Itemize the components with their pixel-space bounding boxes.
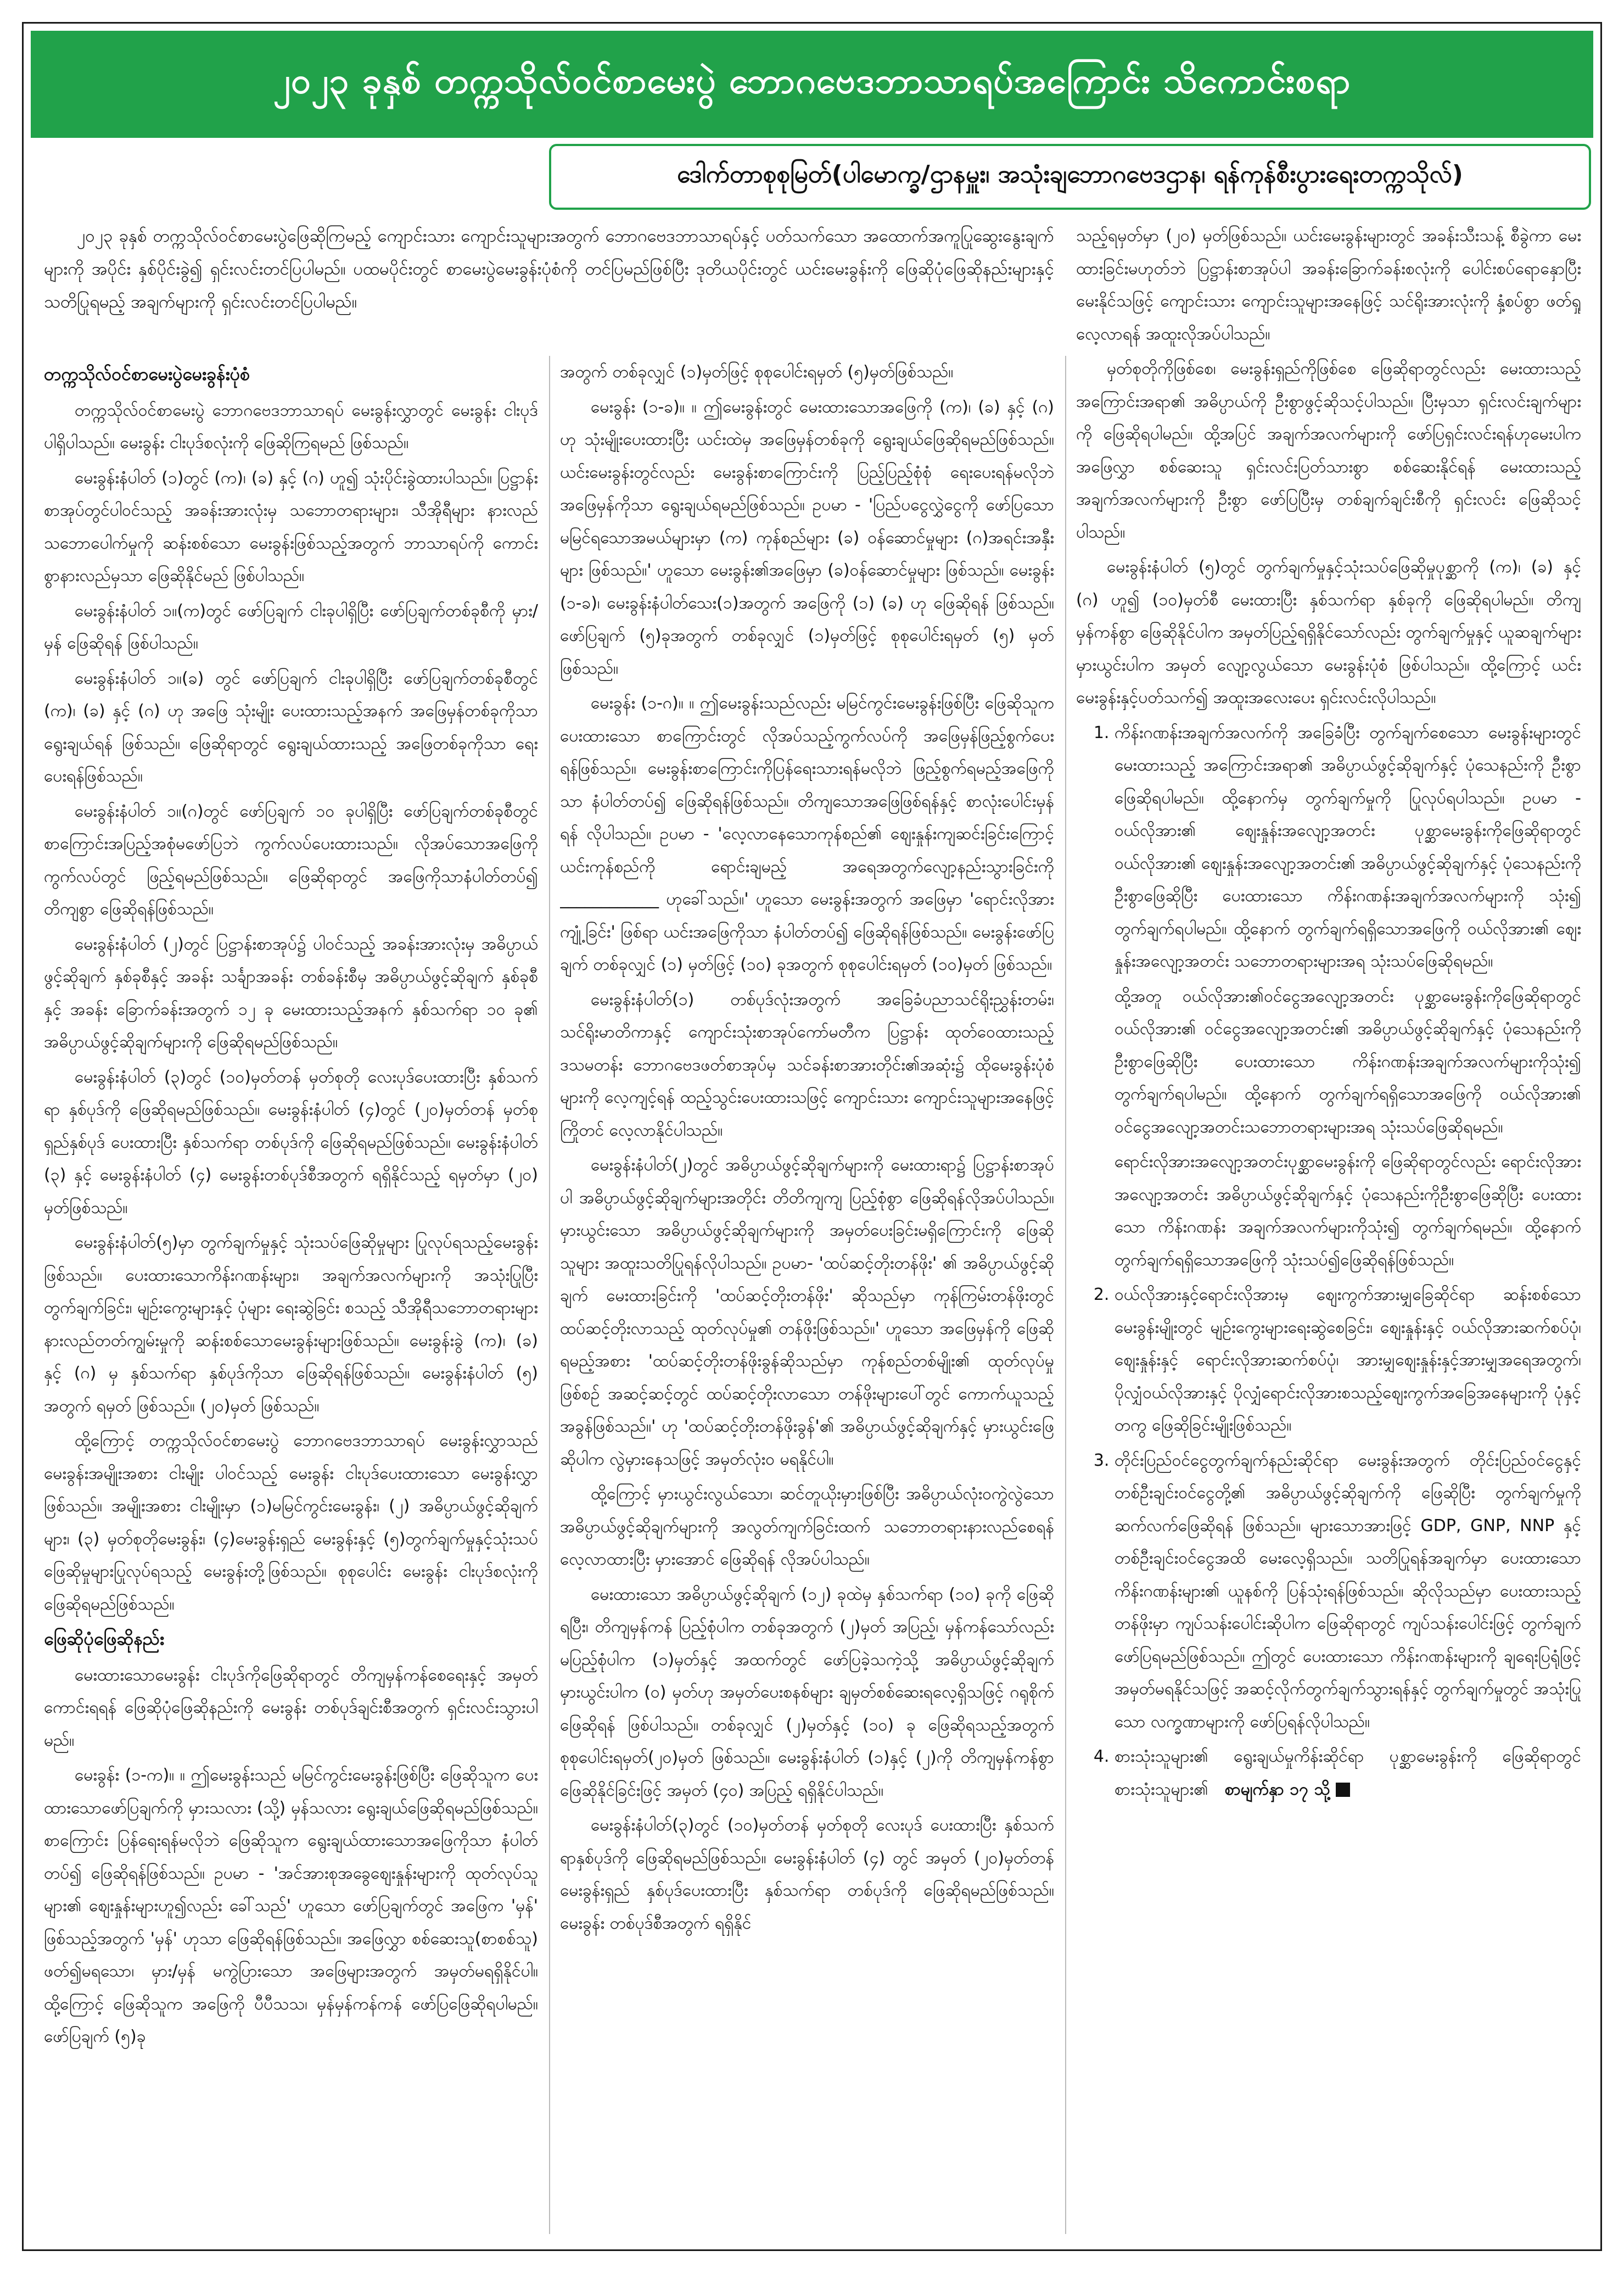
article-column-2 (560, 356, 1054, 2234)
continued-on-page: စာမျက်နှာ ၁၇ သို့ (1224, 1779, 1330, 1799)
list-item (1115, 1278, 1581, 1442)
author-byline (549, 144, 1591, 210)
section-heading: ဖြေဆိုပုံဖြေဆိုနည်း (44, 1628, 165, 1649)
paragraph: တက္ကသိုလ်ဝင်စာမေးပွဲ ဘောဂဗေဒဘာသာရပ် မေးခွန်းလွှာတွင် မေးခွန်း ငါးပုဒ် ပါရှိပါသည်။ မေးခွန်း ငါးပုဒ်စလုံးကို ဖြေဆိုကြရမည် ဖြစ်သည်။ (44, 400, 538, 453)
paragraph: မေးခွန်း (၁-ဂ)။ ။ ဤမေးခွန်းသည်လည်း မမြင်ကွင်းမေးခွန်းဖြစ်ပြီး ဖြေဆိုသူက ပေးထားသော စာကြောင်းတွင် လိုအပ်သည့်ကွက်လပ်ကို အဖြေမှန်ဖြည့်စွက်ပေးရန်ဖြစ်သည်။ မေးခွန်းစာကြောင်းကိုပြန်ရေးသားရန်မလိုဘဲ ဖြည့်စွက်ရမည့်အဖြေကိုသာ နံပါတ်တပ်၍ ဖြေဆိုရန်ဖြစ်သည်။ တိကျသောအဖြေဖြစ်ရန်နှင့် စာလုံးပေါင်းမှန်ရန် လိုပါသည်။ ဥပမာ - 'လေ့လာနေသောကုန်စည်၏ စျေးနှုန်းကျဆင်းခြင်းကြောင့် ယင်းကုန်စည်ကို ရောင်းချမည့် အရေအတွက်လျော့နည်းသွားခြင်းကို ____________ ဟုခေါ်သည်။' ဟူသော မေးခွန်းအတွက် အဖြေမှာ 'ရောင်းလိုအားကျုံ့ခြင်း' ဖြစ်ရာ ယင်းအဖြေကိုသာ နံပါတ်တပ်၍ ဖြေဆိုရန်ဖြစ်သည်။ မေးခွန်းဖော်ပြချက် တစ်ခုလျှင် (၁) မှတ်ဖြင့် (၁၀) ခုအတွက် စုစုပေါင်းရမှတ် (၁၀)မှတ် ဖြစ်သည်။ (560, 694, 1054, 974)
paragraph: မေးထားသောမေးခွန်း ငါးပုဒ်ကိုဖြေဆိုရာတွင် တိကျမှန်ကန်စေရေးနှင့် အမှတ်ကောင်းရရန် ဖြေဆိုပုံဖြေဆိုနည်းကို မေးခွန်း တစ်ပုဒ်ချင်းစီအတွက် ရှင်းလင်းသွားပါမည်။ (44, 1665, 538, 1750)
paragraph: ရောင်းလိုအားအလျော့အတင်းပုစ္ဆာမေးခွန်းကို ဖြေဆိုရာတွင်လည်း ရောင်းလိုအား အလျော့အတင်း အဓိပ္ပာယ်ဖွင့်ဆိုချက်နှင့် ပုံသေနည်းကိုဦးစွာဖြေဆိုပြီး ပေးထားသော ကိန်းဂဏန်း အချက်အလက်များကိုသုံး၍ တွက်ချက်ရမည်။ ထို့နောက် တွက်ချက်ရရှိသောအဖြေကို သုံးသပ်၍ဖြေဆိုရန်ဖြစ်သည်။ (1115, 1152, 1581, 1270)
paragraph: ထို့အတူ ဝယ်လိုအား၏ဝင်ငွေအလျော့အတင်း ပုစ္ဆာမေးခွန်းကိုဖြေဆိုရာတွင် ဝယ်လိုအား၏ ဝင်ငွေအလျော့အတင်း၏ အဓိပ္ပာယ်ဖွင့်ဆိုချက်နှင့် ပုံသေနည်းကို ဦးစွာဖြေဆိုပြီး ပေးထားသော ကိန်းဂဏန်းအချက်အလက်များကိုသုံး၍ တွက်ချက်ရပါမည်။ ထို့နောက် တွက်ချက်ရရှိသောအဖြေကို ဝယ်လိုအား၏ ဝင်ငွေအလျော့အတင်းသဘောတရားများအရ သုံးသပ်ဖြေဆိုရမည်။ (1115, 986, 1581, 1137)
paragraph: မေးခွန်းနံပါတ်(၅)မှာ တွက်ချက်မှုနှင့် သုံးသပ်ဖြေဆိုမှုများ ပြုလုပ်ရသည့်မေးခွန်းဖြစ်သည်။ ပေးထားသောကိန်းဂဏန်းများ၊ အချက်အလက်များကို အသုံးပြုပြီး တွက်ချက်ခြင်း၊ မျဉ်းကွေးများနှင့် ပုံများ ရေးဆွဲခြင်း စသည့် သီအိုရီသဘောတရားများ နားလည်တတ်ကျွမ်းမှုကို ဆန်းစစ်သောမေးခွန်းများဖြစ်သည်။ မေးခွန်းခွဲ (က)၊ (ခ) နှင့် (ဂ) မှ နှစ်သက်ရာ နှစ်ပုဒ်ကိုသာ ဖြေဆိုရန်ဖြစ်သည်။ မေးခွန်းနံပါတ် (၅) အတွက် ရမှတ် ဖြစ်သည်။ (၂၀)မှတ် ဖြစ်သည်။ (44, 1233, 538, 1416)
paragraph: 1. ကိန်းဂဏန်းအချက်အလက်ကို အခြေခံပြီး တွက်ချက်စေသော မေးခွန်းများတွင် မေးထားသည့် အကြောင်းအရာ၏ အဓိပ္ပာယ်ဖွင့်ဆိုချက်နှင့် ပုံသေနည်းကို ဦးစွာဖြေဆိုရပါမည်။ ထို့နောက်မှ တွက်ချက်မှုကို ပြုလုပ်ရပါသည်။ ဥပမာ - ဝယ်လိုအား၏ စျေးနှုန်းအလျော့အတင်း ပုစ္ဆာမေးခွန်းကိုဖြေဆိုရာတွင် ဝယ်လိုအား၏ စျေးနှုန်းအလျော့အတင်း၏ အဓိပ္ပာယ်ဖွင့်ဆိုချက်နှင့် ပုံသေနည်းကို ဦးစွာဖြေဆိုပြီး ပေးထားသော ကိန်းဂဏန်းအချက်အလက်များကို သုံး၍ တွက်ချက်ရပါမည်။ ထို့နောက် တွက်ချက်ရရှိသောအဖြေကို ဝယ်လိုအား၏ စျေးနှုန်းအလျော့အတင်း သဘောတရားများအရ သုံးသပ်ဖြေဆိုရမည်။ (1115, 723, 1581, 971)
paragraph: မေးခွန်းနံပါတ် (၂)တွင် ပြဋ္ဌာန်းစာအုပ်၌ ပါဝင်သည့် အခန်းအားလုံးမှ အဓိပ္ပာယ်ဖွင့်ဆိုချက် နှစ်ခုစီနှင့် အခန်း သင်္ချာအခန်း တစ်ခန်းစီမှ အဓိပ္ပာယ်ဖွင့်ဆိုချက် နှစ်ခုစီနှင့် အခန်း ခြောက်ခန်းအတွက် ၁၂ ခု မေးထားသည့်အနက် နှစ်သက်ရာ ၁၀ ခု၏ အဓိပ္ပာယ်ဖွင့်ဆိုချက်များကို ဖြေဆိုရမည်ဖြစ်သည်။ (44, 934, 538, 1052)
numbered-list (1076, 717, 1581, 1806)
column-divider (1065, 356, 1066, 2234)
paragraph: မေးထားသော အဓိပ္ပာယ်ဖွင့်ဆိုချက် (၁၂) ခုထဲမှ နှစ်သက်ရာ (၁၀) ခုကို ဖြေဆိုရပြီး၊ တိကျမှန်ကန် ပြည့်စုံပါက တစ်ခုအတွက် (၂)မှတ် အပြည့်၊ မှန်ကန်သော်လည်း မပြည့်စုံပါက (၁)မှတ်နှင့် အထက်တွင် ဖော်ပြခဲ့သကဲ့သို့ အဓိပ္ပာယ်ဖွင့်ဆိုချက် မှားယွင်းပါက (၀) မှတ်ဟု အမှတ်ပေးစနစ်များ ချမှတ်စစ်ဆေးရလေ့ရှိသဖြင့် ဂရုစိုက်ဖြေဆိုရန် ဖြစ်ပါသည်။ တစ်ခုလျှင် (၂)မှတ်နှင့် (၁၀) ခု ဖြေဆိုရသည့်အတွက် စုစုပေါင်းရမှတ်(၂၀)မှတ် ဖြစ်သည်။ မေးခွန်းနံပါတ် (၁)နှင့် (၂)ကို တိကျမှန်ကန်စွာ ဖြေဆိုနိုင်ခြင်းဖြင့် အမှတ် (၄၀) အပြည့် ရရှိနိုင်ပါသည်။ (560, 1584, 1054, 1800)
paragraph: 2. ဝယ်လိုအားနှင့်ရောင်းလိုအားမှ စျေးကွက်အားမျှခြေဆိုင်ရာ ဆန်းစစ်သော မေးခွန်းမျိုးတွင် မျဉ်းကွေးများရေးဆွဲစေခြင်း၊ စျေးနှုန်းနှင့် ဝယ်လိုအားဆက်စပ်ပုံ၊ စျေးနှုန်းနှင့် ရောင်းလိုအားဆက်စပ်ပုံ၊ အားမျှစျေးနှုန်းနှင့်အားမျှအရေအတွက်၊ ပိုလျှံဝယ်လိုအားနှင့် ပိုလျှံရောင်းလိုအားစသည့်စျေးကွက်အခြေအနေများကို ပုံနှင့်တကွ ဖြေဆိုခြင်းမျိုးဖြစ်သည်။ (1115, 1285, 1581, 1435)
paragraph-text: စားသုံးသူများ၏ ရွေးချယ်မှုကိန်းဆိုင်ရာ ပုစ္ဆာမေးခွန်းကို ဖြေဆိုရာတွင် စားသုံးသူများ၏ (1115, 1747, 1581, 1799)
paragraph: မေးခွန်းနံပါတ်(၂)တွင် အဓိပ္ပာယ်ဖွင့်ဆိုချက်များကို မေးထားရာ၌ ပြဋ္ဌာန်းစာအုပ်ပါ အဓိပ္ပာယ်ဖွင့်ဆိုချက်များအတိုင်း တိတိကျကျ ပြည့်စုံစွာ ဖြေဆိုရန်လိုအပ်ပါသည်။ မှားယွင်းသော အဓိပ္ပာယ်ဖွင့်ဆိုချက်များကို အမှတ်ပေးခြင်းမရှိကြောင်းကို ဖြေဆိုသူများ အထူးသတိပြုရန်လိုပါသည်။ ဥပမာ- 'ထပ်ဆင့်တိုးတန်ဖိုး' ၏ အဓိပ္ပာယ်ဖွင့်ဆိုချက် မေးထားခြင်းကို 'ထပ်ဆင့်တိုးတန်ဖိုး' ဆိုသည်မှာ ကုန်ကြမ်းတန်ဖိုးတွင် ထပ်ဆင့်တိုးလာသည့် ထုတ်လုပ်မှု၏ တန်ဖိုးဖြစ်သည်။' ဟူသော အဖြေမှန်ကို ဖြေဆိုရမည့်အစား 'ထပ်ဆင့်တိုးတန်ဖိုးခွန်ဆိုသည်မှာ ကုန်စည်တစ်မျိုး၏ ထုတ်လုပ်မှုဖြစ်စဉ် အဆင့်ဆင့်တွင် ထပ်ဆင့်တိုးလာသော တန်ဖိုးများပေါ်တွင် ကောက်ယူသည့် အခွန်ဖြစ်သည်။' ဟု 'ထပ်ဆင့်တိုးတန်ဖိုးခွန်'၏ အဓိပ္ပာယ်ဖွင့်ဆိုချက်နှင့် မှားယွင်းဖြေဆိုပါက လွဲမှားနေသဖြင့် အမှတ်လုံးဝ မရနိုင်ပါ။ (560, 1155, 1054, 1469)
section-heading: တက္ကသိုလ်ဝင်စာမေးပွဲမေးခွန်းပုံစံ (44, 364, 250, 384)
paragraph: မေးခွန်း (၁-ခ)။ ။ ဤမေးခွန်းတွင် မေးထားသောအဖြေကို (က)၊ (ခ) နှင့် (ဂ) ဟု သုံးမျိုးပေးထားပြီး ယင်းထဲမှ အဖြေမှန်တစ်ခုကို ရွေးချယ်ဖြေဆိုရမည်ဖြစ်သည်။ ယင်းမေးခွန်းတွင်လည်း မေးခွန်းစာကြောင်းကို ပြည့်ပြည့်စုံစုံ ရေးပေးရန်မလိုဘဲ အဖြေမှန်ကိုသာ ရွေးချယ်ရမည်ဖြစ်သည်။ ဥပမာ - 'ပြည်ပငွေလွှဲငွေကို ဖော်ပြသော မမြင်ရသောအမယ်များမှာ (က) ကုန်စည်များ (ခ) ဝန်ဆောင်မှုများ (ဂ)အရင်းအနှီးများ ဖြစ်သည်။' ဟူသော မေးခွန်း၏အဖြေမှာ (ခ)ဝန်ဆောင်မှုများ ဖြစ်သည်။ မေးခွန်း (၁-ခ)၊ မေးခွန်းနံပါတ်သေး(၁)အတွက် အဖြေကို (၁) (ခ) ဟု ဖြေဆိုရန် ဖြစ်သည်။ ဖော်ပြချက် (၅)ခုအတွက် တစ်ခုလျှင် (၁)မှတ်ဖြင့် စုစုပေါင်းရမှတ် (၅) မှတ် ဖြစ်သည်။ (560, 397, 1054, 678)
paragraph (1115, 1740, 1581, 1806)
headline-banner (31, 31, 1593, 138)
paragraph: မေးခွန်းနံပါတ် ၁။(ခ) တွင် ဖော်ပြချက် ငါးခုပါရှိပြီး ဖော်ပြချက်တစ်ခုစီတွင် (က)၊ (ခ) နှင့် (ဂ) ဟု အဖြေ သုံးမျိုး ပေးထားသည့်အနက် အဖြေမှန်တစ်ခုကိုသာ ရွေးချယ်ရန် ဖြစ်သည်။ ဖြေဆိုရာတွင် ရွေးချယ်ထားသည့် အဖြေတစ်ခုကိုသာ ရေးပေးရန်ဖြစ်သည်။ (44, 668, 538, 786)
paragraph: ထို့ကြောင့် မှားယွင်းလွယ်သော၊ ဆင်တူယိုးမှားဖြစ်ပြီး အဓိပ္ပာယ်လုံးဝကွဲလွဲသော အဓိပ္ပာယ်ဖွင့်ဆိုချက်များကို အလွတ်ကျက်ခြင်းထက် သဘောတရားနားလည်စေရန် လေ့လာထားပြီး မှားအောင် ဖြေဆိုရန် လိုအပ်ပါသည်။ (560, 1484, 1054, 1569)
paragraph: မေးခွန်း (၁-က)။ ။ ဤမေးခွန်းသည် မမြင်ကွင်းမေးခွန်းဖြစ်ပြီး ဖြေဆိုသူက ပေးထားသောဖော်ပြချက်ကို မှားသလား (သို့) မှန်သလား ရွေးချယ်ဖြေဆိုရမည်ဖြစ်သည်။ စာကြောင်း ပြန်ရေးရန်မလိုဘဲ ဖြေဆိုသူက ရွေးချယ်ထားသောအဖြေကိုသာ နံပါတ်တပ်၍ ဖြေဆိုရန်ဖြစ်သည်။ ဥပမာ - 'အင်အားစုအခွေစျေးနှုန်းများကို ထုတ်လုပ်သူများ၏ စျေးနှုန်းများဟူ၍လည်း ခေါ်သည်' ဟူသော ဖော်ပြချက်တွင် အဖြေက 'မှန်' ဖြစ်သည့်အတွက် 'မှန်' ဟုသာ ဖြေဆိုရန်ဖြစ်သည်။ အဖြေလွှာ စစ်ဆေးသူ(စာစစ်သူ) ဖတ်၍မရသော၊ မှား/မှန် မကွဲပြားသော အဖြေများအတွက် အမှတ်မရရှိနိုင်ပါ။ ထို့ကြောင့် ဖြေဆိုသူက အဖြေကို ပီပီသသ၊ မှန်မှန်ကန်ကန် ဖော်ပြဖြေဆိုရပါမည်။ ဖော်ပြချက် (၅)ခု (44, 1766, 538, 2046)
paragraph: မေးခွန်းနံပါတ် (၁)တွင် (က)၊ (ခ) နှင့် (ဂ) ဟူ၍ သုံးပိုင်းခွဲထားပါသည်။ ပြဋ္ဌာန်းစာအုပ်တွင်ပါဝင်သည့် အခန်းအားလုံးမှ သဘောတရားများ၊ သီအိုရီများ နားလည်သဘောပေါက်မှုကို ဆန်းစစ်သော မေးခွန်းဖြစ်သည့်အတွက် ဘာသာရပ်ကို ကောင်းစွာနားလည်မှသာ ဖြေဆိုနိုင်မည် ဖြစ်ပါသည်။ (44, 468, 538, 585)
list-item (1115, 1740, 1581, 1806)
paragraph: မေးခွန်းနံပါတ်(၁) တစ်ပုဒ်လုံးအတွက် အခြေခံပညာသင်ရိုးညွှန်းတမ်း၊ သင်ရိုးမာတိကာနှင့် ကျောင်းသုံးစာအုပ်ကော်မတီက ပြဋ္ဌာန်း ထုတ်ဝေထားသည့် ဒသမတန်း ဘောဂဗေဒဖတ်စာအုပ်မှ သင်ခန်းစာအားတိုင်း၏အဆုံး၌ ထိုမေးခွန်းပုံစံများကို လေ့ကျင့်ရန် ထည့်သွင်းပေးထားသဖြင့် ကျောင်းသား ကျောင်းသူများအနေဖြင့် ကြိုတင် လေ့လာနိုင်ပါသည်။ (560, 990, 1054, 1140)
headline: ၂၀၂၃ ခုနှစ် တက္ကသိုလ်ဝင်စာမေးပွဲ ဘောဂဗေဒဘာသာရပ်အကြောင်း သိကောင်းစရာ (273, 60, 1351, 102)
paragraph: အတွက် တစ်ခုလျှင် (၁)မှတ်ဖြင့် စုစုပေါင်းရမှတ် (၅)မှတ်ဖြစ်သည်။ (560, 362, 954, 382)
paragraph: မေးခွန်းနံပါတ် (၅)တွင် တွက်ချက်မှုနှင့်သုံးသပ်ဖြေဆိုမှုပုစ္ဆာကို (က)၊ (ခ) နှင့် (ဂ) ဟူ၍ (၁၀)မှတ်စီ မေးထားပြီး နှစ်သက်ရာ နှစ်ခုကို ဖြေဆိုရပါမည်။ တိကျမှန်ကန်စွာ ဖြေဆိုနိုင်ပါက အမှတ်ပြည့်ရရှိနိုင်သော်လည်း တွက်ချက်မှုနှင့် ယူဆချက်များ မှားယွင်းပါက အမှတ် လျော့လွယ်သော မေးခွန်းပုံစံ ဖြစ်ပါသည်။ ထို့ကြောင့် ယင်းမေးခွန်းနှင့်ပတ်သက်၍ အထူးအလေးပေး ရှင်းလင်းလိုပါသည်။ (1076, 557, 1581, 707)
list-item (1115, 717, 1581, 1277)
article-column-1 (44, 356, 538, 2234)
paragraph: မေးခွန်းနံပါတ် ၁။(ဂ)တွင် ဖော်ပြချက် ၁၀ ခုပါရှိပြီး ဖော်ပြချက်တစ်ခုစီတွင် စာကြောင်းအပြည့်အစုံမဖော်ပြဘဲ ကွက်လပ်ပေးထားသည်။ လိုအပ်သောအဖြေကို ကွက်လပ်တွင် ဖြည့်ရမည်ဖြစ်သည်။ ဖြေဆိုရာတွင် အဖြေကိုသာနံပါတ်တပ်၍ တိကျစွာ ဖြေဆိုရန်ဖြစ်သည်။ (44, 801, 538, 919)
paragraph: ထို့ကြောင့် တက္ကသိုလ်ဝင်စာမေးပွဲ ဘောဂဗေဒဘာသာရပ် မေးခွန်းလွှာသည် မေးခွန်းအမျိုးအစား ငါးမျိုး ပါဝင်သည့် မေးခွန်း ငါးပုဒ်ပေးထားသော မေးခွန်းလွှာဖြစ်သည်။ အမျိုးအစား ငါးမျိုးမှာ (၁)မမြင်ကွင်းမေးခွန်း၊ (၂) အဓိပ္ပာယ်ဖွင့်ဆိုချက်များ၊ (၃) မှတ်စုတိုမေးခွန်း၊ (၄)မေးခွန်းရှည် မေးခွန်းနှင့် (၅)တွက်ချက်မှုနှင့်သုံးသပ်ဖြေဆိုမှုများပြုလုပ်ရသည့် မေးခွန်းတို့ဖြစ်သည်။ စုစုပေါင်း မေးခွန်း ငါးပုဒ်စလုံးကို ဖြေဆိုရမည်ဖြစ်သည်။ (44, 1431, 538, 1614)
paragraph: မေးခွန်းနံပါတ် (၃)တွင် (၁၀)မှတ်တန် မှတ်စုတို လေးပုဒ်ပေးထားပြီး နှစ်သက်ရာ နှစ်ပုဒ်ကို ဖြေဆိုရမည်ဖြစ်သည်။ မေးခွန်းနံပါတ် (၄)တွင် (၂၀)မှတ်တန် မှတ်စုရှည်နှစ်ပုဒ် ပေးထားပြီး နှစ်သက်ရာ တစ်ပုဒ်ကို ဖြေဆိုရမည်ဖြစ်သည်။ မေးခွန်းနံပါတ် (၃) နှင့် မေးခွန်းနံပါတ် (၄) မေးခွန်းတစ်ပုဒ်စီအတွက် ရရှိနိုင်သည့် ရမှတ်မှာ (၂၀) မှတ်ဖြစ်သည်။ (44, 1067, 538, 1218)
list-item (1115, 1444, 1581, 1739)
end-mark-icon (1336, 1783, 1350, 1797)
intro-paragraph: ၂၀၂၃ ခုနှစ် တက္ကသိုလ်ဝင်စာမေးပွဲဖြေဆိုကြမည့် ကျောင်းသား ကျောင်းသူများအတွက် ဘောဂဗေဒဘာသာရပ်နှင့် ပတ်သက်သော အထောက်အကူပြုဆွေးနွေးချက်များကို အပိုင်း နှစ်ပိုင်းခွဲ၍ ရှင်းလင်းတင်ပြပါမည်။ ပထမပိုင်းတွင် စာမေးပွဲမေးခွန်းပုံစံကို တင်ပြမည်ဖြစ်ပြီး ဒုတိယပိုင်းတွင် ယင်းမေးခွန်းကို ဖြေဆိုပုံဖြေဆိုနည်းများနှင့် သတိပြုရမည့် အချက်များကို ရှင်းလင်းတင်ပြပါမည်။ (44, 226, 1054, 312)
paragraph: 3. တိုင်းပြည်ဝင်ငွေတွက်ချက်နည်းဆိုင်ရာ မေးခွန်းအတွက် တိုင်းပြည်ဝင်ငွေနှင့် တစ်ဦးချင်းဝင်ငွေတို့၏ အဓိပ္ပာယ်ဖွင့်ဆိုချက်ကို ဖြေဆိုပြီး တွက်ချက်မှုကို ဆက်လက်ဖြေဆိုရန် ဖြစ်သည်။ များသောအားဖြင့် GDP, GNP, NNP နှင့် တစ်ဦးချင်းဝင်ငွေအထိ မေးလေ့ရှိသည်။ သတိပြုရန်အချက်မှာ ပေးထားသော ကိန်းဂဏန်းများ၏ ယူနစ်ကို ပြန်သုံးရန်ဖြစ်သည်။ ဆိုလိုသည်မှာ ပေးထားသည့်တန်ဖိုးမှာ ကျပ်သန်းပေါင်းဆိုပါက ဖြေဆိုရာတွင် ကျပ်သန်းပေါင်းဖြင့် တွက်ချက်ဖော်ပြရမည်ဖြစ်သည်။ ဤတွင် ပေးထားသော ကိန်းဂဏန်းများကို ချရေးပြရုံဖြင့် အမှတ်မရနိုင်သဖြင့် အဆင့်လိုက်တွက်ချက်သွားရန်နှင့် တွက်ချက်မှုတွင် အသုံးပြုသော လက္ခဏာများကို ဖော်ပြရန်လိုပါသည်။ (1115, 1450, 1581, 1732)
paragraph: မေးခွန်းနံပါတ်(၃)တွင် (၁၀)မှတ်တန် မှတ်စုတို လေးပုဒ် ပေးထားပြီး နှစ်သက်ရာနှစ်ပုဒ်ကို ဖြေဆိုရမည်ဖြစ်သည်။ မေးခွန်းနံပါတ် (၄) တွင် အမှတ် (၂၀)မှတ်တန် မေးခွန်းရှည် နှစ်ပုဒ်ပေးထားပြီး နှစ်သက်ရာ တစ်ပုဒ်ကို ဖြေဆိုရမည်ဖြစ်သည်။ မေးခွန်း တစ်ပုဒ်စီအတွက် ရရှိနိုင် (560, 1816, 1054, 1933)
column-divider (549, 356, 550, 2234)
author-name: ဒေါက်တာစုစုမြတ်(ပါမောက္ခ/ဌာနမှူး၊ အသုံးချဘောဂဗေဒဌာန၊ ရန်ကုန်စီးပွားရေးတက္ကသိုလ်) (677, 160, 1463, 188)
paragraph: သည့်ရမှတ်မှာ (၂၀) မှတ်ဖြစ်သည်။ ယင်းမေးခွန်းများတွင် အခန်းသီးသန့် စီခွဲကာ မေးထားခြင်းမဟုတ်ဘဲ ပြဋ္ဌာန်းစာအုပ်ပါ အခန်းခြောက်ခန်းစလုံးကို ပေါင်းစပ်ရောနှောပြီး မေးနိုင်သဖြင့် ကျောင်းသား ကျောင်းသူများအနေဖြင့် သင်ရိုးအားလုံးကို နှံ့စပ်စွာ ဖတ်ရှုလေ့လာရန် အထူးလိုအပ်ပါသည်။ (1076, 226, 1581, 344)
paragraph: မှတ်စုတိုကိုဖြစ်စေ၊ မေးခွန်းရှည်ကိုဖြစ်စေ ဖြေဆိုရာတွင်လည်း မေးထားသည့် အကြောင်းအရာ၏ အဓိပ္ပာယ်ကို ဦးစွာဖွင့်ဆိုသင့်ပါသည်။ ပြီးမှသာ ရှင်းလင်းချက်များကို ဖြေဆိုရပါမည်။ ထို့အပြင် အချက်အလက်များကို ဖော်ပြရှင်းလင်းရန်ဟုမေးပါက အဖြေလွှာ စစ်ဆေးသူ ရှင်းလင်းပြတ်သားစွာ စစ်ဆေးနိုင်ရန် မေးထားသည့် အချက်အလက်များကို ဦးစွာ ဖော်ပြပြီးမှ တစ်ချက်ချင်းစီကို ရှင်းလင်း ဖြေဆိုသင့်ပါသည်။ (1076, 359, 1581, 542)
article-column-3 (1076, 220, 1581, 2234)
paragraph: မေးခွန်းနံပါတ် ၁။(က)တွင် ဖော်ပြချက် ငါးခုပါရှိပြီး ဖော်ပြချက်တစ်ခုစီကို မှား/မှန် ဖြေဆိုရန် ဖြစ်ပါသည်။ (44, 601, 538, 653)
